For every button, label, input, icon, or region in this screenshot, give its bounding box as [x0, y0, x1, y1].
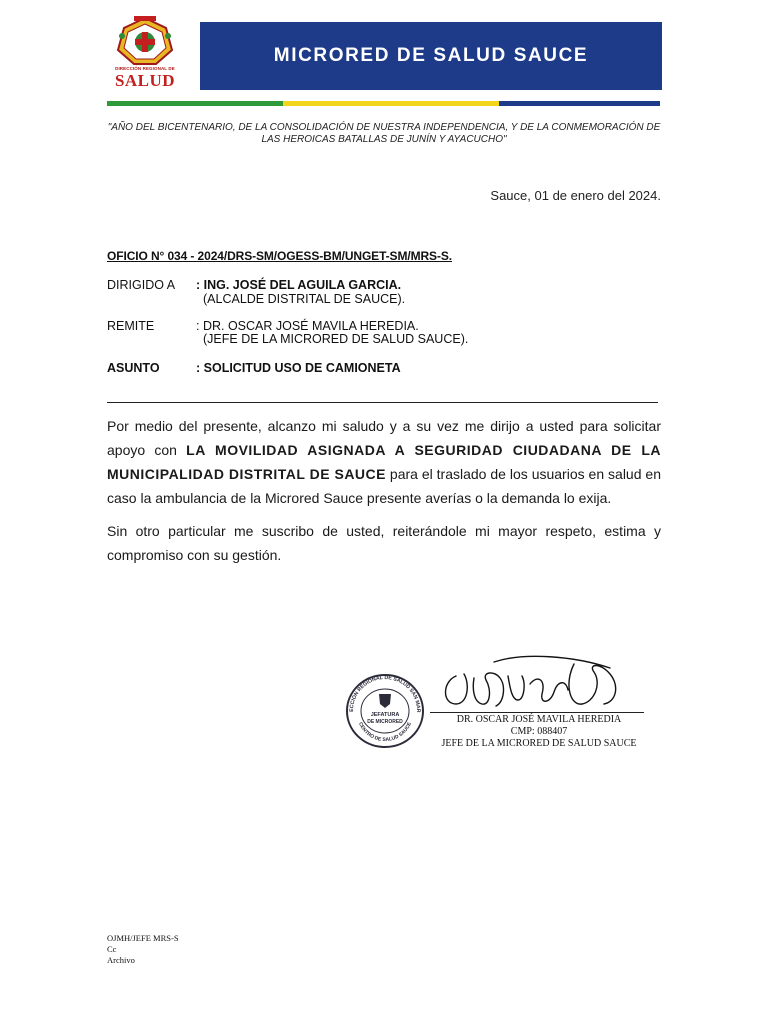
signature-line	[430, 712, 644, 713]
stamp-ring-text: ECCIÓN REGIONAL DE SALUD SAN MAR	[348, 674, 422, 713]
body-paragraph-1	[107, 414, 661, 510]
dirigido-label: DIRIGIDO A	[107, 278, 176, 292]
remite-label: REMITE	[107, 319, 155, 333]
stripe-green	[107, 101, 283, 106]
signer-name: DR. OSCAR JOSÉ MAVILA HEREDIA	[456, 714, 622, 725]
stripe-yellow	[283, 101, 499, 106]
signature-scribble-icon	[434, 654, 629, 714]
salud-logo	[108, 14, 182, 90]
official-stamp	[344, 672, 426, 750]
p1-text-bold: LA MOVILIDAD ASIGNADA A SEGURIDAD CIUDADANA DE LA MUNICIPALIDAD DISTRITAL DE SAUCE	[107, 442, 661, 482]
remite-subtitle: (JEFE DE LA MICRORED DE SALUD SAUCE).	[203, 332, 469, 346]
signer-role: JEFE DE LA MICRORED DE SALUD SAUCE	[441, 738, 637, 749]
logo-subtitle: DIRECCIÓN REGIONAL DE	[115, 66, 175, 71]
handwritten-signature	[434, 654, 629, 714]
oficio-number: OFICIO N° 034 - 2024/DRS-SM/OGESS-BM/UNGET-SM/MRS-S.	[107, 249, 452, 263]
separator-line	[107, 402, 658, 403]
remite-value: : DR. OSCAR JOSÉ MAVILA HEREDIA.	[196, 319, 419, 333]
stripe-blue	[499, 101, 660, 106]
document-date: Sauce, 01 de enero del 2024.	[490, 188, 661, 203]
svg-text:DIRECCIÓN REGIONAL DE SALUD SA	[344, 672, 421, 713]
signer-cmp: CMP: 088407	[510, 726, 568, 737]
footer-archivo: Archivo	[107, 955, 135, 965]
stamp-seal-icon	[344, 672, 426, 750]
p1-text-c: para el traslado de los usuarios en salud en caso la ambulancia de la Microred Sauce presente averías o la demanda lo exija.	[107, 466, 661, 506]
year-motto: "AÑO DEL BICENTENARIO, DE LA CONSOLIDACIÓN DE NUESTRA INDEPENDENCIA, Y DE LA CONMEMORACIÓN DE LAS HEROICAS BATALLAS DE JUNÍN Y AYACUCHO"	[107, 122, 661, 145]
logo-title: SALUD	[114, 71, 176, 90]
dirigido-subtitle: (ALCALDE DISTRITAL DE SAUCE).	[203, 292, 406, 306]
banner-title: MICRORED DE SALUD SAUCE	[273, 45, 589, 66]
stamp-center-line1: JEFATURA	[370, 712, 400, 718]
header-banner	[200, 22, 662, 90]
body-paragraph-2: Sin otro particular me suscribo de usted, reiterándole mi mayor respeto, estima y compromiso con su gestión.	[107, 523, 661, 563]
asunto-label: ASUNTO	[107, 361, 160, 375]
stamp-center-line2: DE MICRORED	[367, 719, 403, 725]
asunto-value: : SOLICITUD USO DE CAMIONETA	[196, 361, 401, 375]
stamp-bottom-text: CENTRO DE SALUD SAUCE	[357, 721, 413, 744]
dirigido-value: : ING. JOSÉ DEL AGUILA GARCIA.	[196, 278, 402, 292]
footer-cc: Cc	[107, 944, 117, 954]
footer-initials: OJMH/JEFE MRS-S	[107, 933, 179, 943]
p1-text-a: Por medio del presente, alcanzo mi saludo y a su vez me dirijo a usted para solicitar apoyo con	[107, 418, 661, 458]
salud-emblem-icon	[108, 14, 182, 68]
